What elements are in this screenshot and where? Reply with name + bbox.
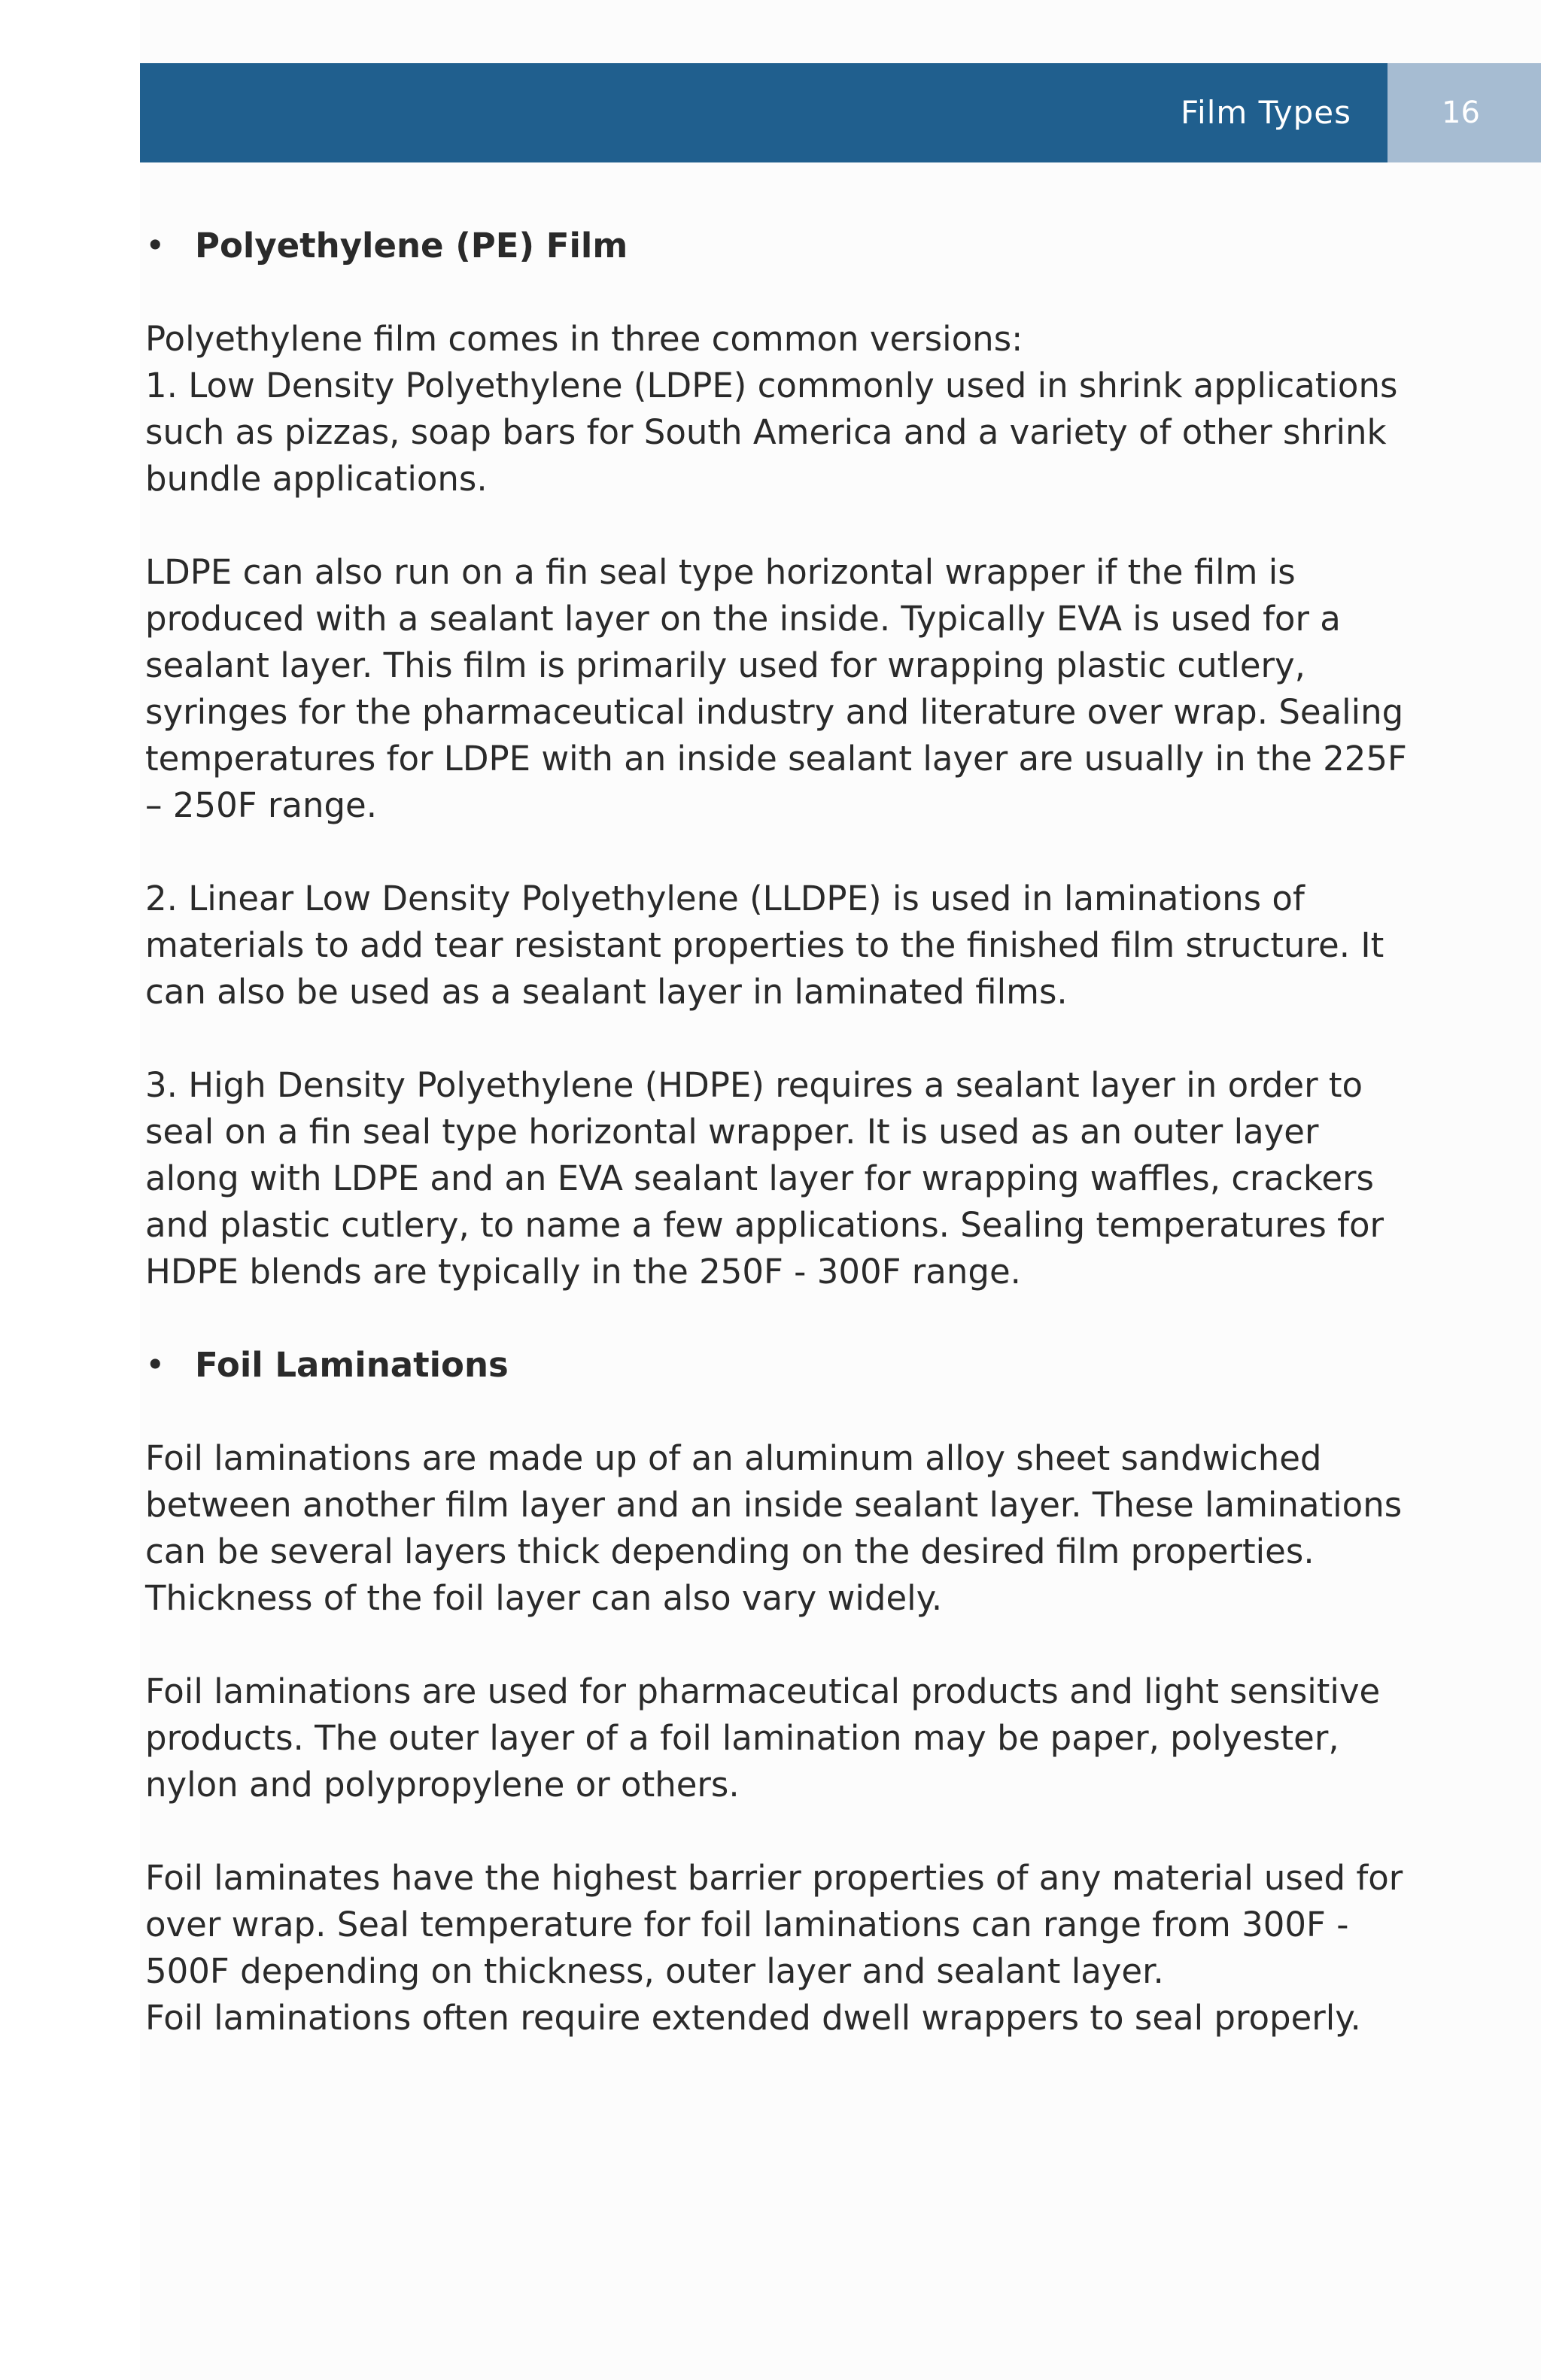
paragraph: 3. High Density Polyethylene (HDPE) requires a sealant layer in order to seal on a fin seal type horizontal wrapper. It is used as an outer layer along with LDPE and an EVA sealant layer for wrapping waffles, crackers and plastic cutlery, to name a few applications. Sealing temperatures for HDPE blends are typically in the 250F - 300F range. <box>145 1065 1384 1292</box>
paragraph: 2. Linear Low Density Polyethylene (LLDPE) is used in laminations of materials to add tear resistant properties to the finished film structure. It can also be used as a sealant layer in laminated films. <box>145 879 1384 1012</box>
paragraph: LDPE can also run on a fin seal type horizontal wrapper if the film is produced with a sealant layer on the inside. Typically EVA is used for a sealant layer. This film is primarily used for wrapping plastic cutlery, syringes for the pharmaceutical industry and literature over wrap. Sealing temperatures for LDPE with an inside sealant layer are usually in the 225F – 250F range. <box>145 552 1407 825</box>
bullet-icon: • <box>145 226 166 266</box>
paragraph: 1. Low Density Polyethylene (LDPE) commonly used in shrink applications such as pizzas, soap bars for South America and a variety of other shrink bundle applications. <box>145 366 1398 499</box>
bullet-icon: • <box>145 1345 166 1385</box>
section-heading-foil-laminations <box>145 1342 1409 1389</box>
heading-text: Polyethylene (PE) Film <box>195 226 628 266</box>
paragraph: Foil laminates have the highest barrier properties of any material used for over wrap. Seal temperature for foil laminations can range from 300F - 500F depending on thickness, outer layer and sealant layer. <box>145 1858 1403 1991</box>
page-number-box <box>1388 63 1541 162</box>
paragraph: Polyethylene film comes in three common versions: <box>145 319 1023 359</box>
paragraph: Foil laminations are used for pharmaceutical products and light sensitive products. The outer layer of a foil lamination may be paper, polyester, nylon and polypropylene or others. <box>145 1671 1381 1805</box>
document-body <box>145 223 1409 2042</box>
section-title: Film Types <box>1180 94 1351 131</box>
section-heading-pe-film <box>145 223 1409 269</box>
page-number: 16 <box>1442 96 1480 130</box>
paragraph: Foil laminations are made up of an aluminum alloy sheet sandwiched between another film layer and an inside sealant layer. These laminations can be several layers thick depending on the desired film properties. Thickness of the foil layer can also vary widely. <box>145 1438 1403 1618</box>
heading-text: Foil Laminations <box>195 1345 509 1385</box>
header-bar <box>140 63 1388 162</box>
paragraph: Foil laminations often require extended dwell wrappers to seal properly. <box>145 1998 1361 2038</box>
